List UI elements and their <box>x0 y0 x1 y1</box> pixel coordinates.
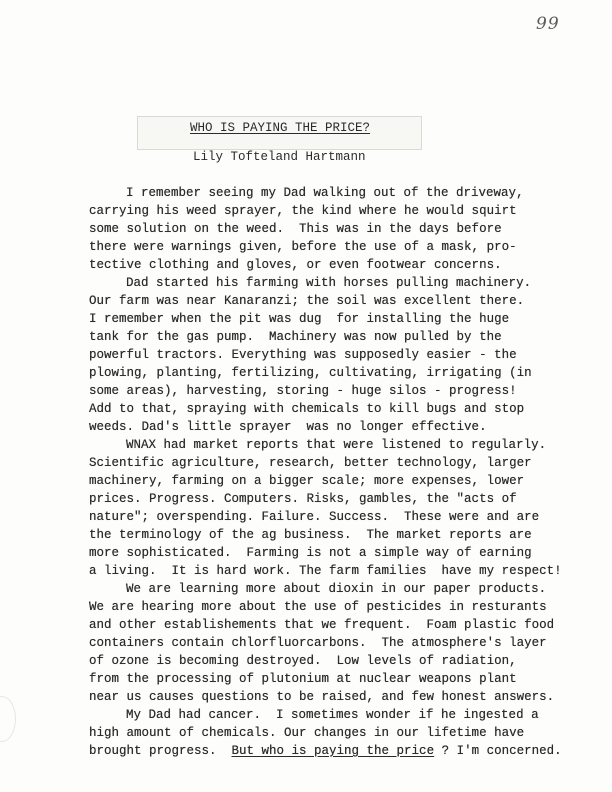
author-name: Lily Tofteland Hartmann <box>193 150 366 164</box>
text-line: Scientific agriculture, research, better technology, larger <box>89 456 532 470</box>
text-line: My Dad had cancer. I sometimes wonder if he ingested a <box>126 708 539 722</box>
text-line: We are learning more about dioxin in our paper products. <box>126 582 547 596</box>
closing-underlined-question: But who is paying the price <box>231 744 435 758</box>
text-line: Our farm was near Kanaranzi; the soil was excellent there. <box>89 294 525 308</box>
text-line: I remember when the pit was dug for installing the huge <box>89 312 510 326</box>
text-line: carrying his weed sprayer, the kind where he would squirt <box>89 204 517 218</box>
text-line: Dad started his farming with horses pulling machinery. <box>126 276 532 290</box>
text-line: powerful tractors. Everything was supposedly easier - the <box>89 348 517 362</box>
punch-hole-mark <box>0 696 16 742</box>
text-line: some areas), harvesting, storing - huge silos - progress! <box>89 384 517 398</box>
text-line: the terminology of the ag business. The market reports are <box>89 528 532 542</box>
text-line: high amount of chemicals. Our changes in our lifetime have <box>89 726 525 740</box>
text-line: near us causes questions to be raised, and few honest answers. <box>89 690 555 704</box>
text-line: and other establishements that we frequent. Foam plastic food <box>89 618 555 632</box>
closing-text-after: ? I'm concerned. <box>434 744 562 758</box>
text-line: plowing, planting, fertilizing, cultivating, irrigating (in <box>89 366 532 380</box>
text-line: weeds. Dad's little sprayer was no longer effective. <box>89 420 487 434</box>
text-line: from the processing of plutonium at nuclear weapons plant <box>89 672 517 686</box>
text-line: Add to that, spraying with chemicals to kill bugs and stop <box>89 402 525 416</box>
text-line: We are hearing more about the use of pesticides in resturants <box>89 600 547 614</box>
text-line: of ozone is becoming destroyed. Low levels of radiation, <box>89 654 517 668</box>
text-line: machinery, farming on a bigger scale; more expenses, lower <box>89 474 525 488</box>
text-line: a living. It is hard work. The farm families have my respect! <box>89 564 562 578</box>
text-line: containers contain chlorfluorcarbons. The atmosphere's layer <box>89 636 547 650</box>
text-line: nature"; overspending. Failure. Success. These were and are <box>89 510 540 524</box>
closing-text-before: brought progress. <box>89 744 232 758</box>
body-text <box>89 184 589 760</box>
text-line: some solution on the weed. This was in the days before <box>89 222 502 236</box>
text-line: prices. Progress. Computers. Risks, gambles, the "acts of <box>89 492 517 506</box>
page-number: 99 <box>536 14 560 34</box>
text-line: tank for the gas pump. Machinery was now pulled by the <box>89 330 502 344</box>
text-line: I remember seeing my Dad walking out of the driveway, <box>126 186 524 200</box>
closing-line <box>89 742 589 760</box>
text-line: more sophisticated. Farming is not a simple way of earning <box>89 546 532 560</box>
text-line: WNAX had market reports that were listened to regularly. <box>126 438 547 452</box>
text-line: tective clothing and gloves, or even footwear concerns. <box>89 258 502 272</box>
text-line: there were warnings given, before the use of a mask, pro- <box>89 240 517 254</box>
document-title: WHO IS PAYING THE PRICE? <box>190 121 371 135</box>
